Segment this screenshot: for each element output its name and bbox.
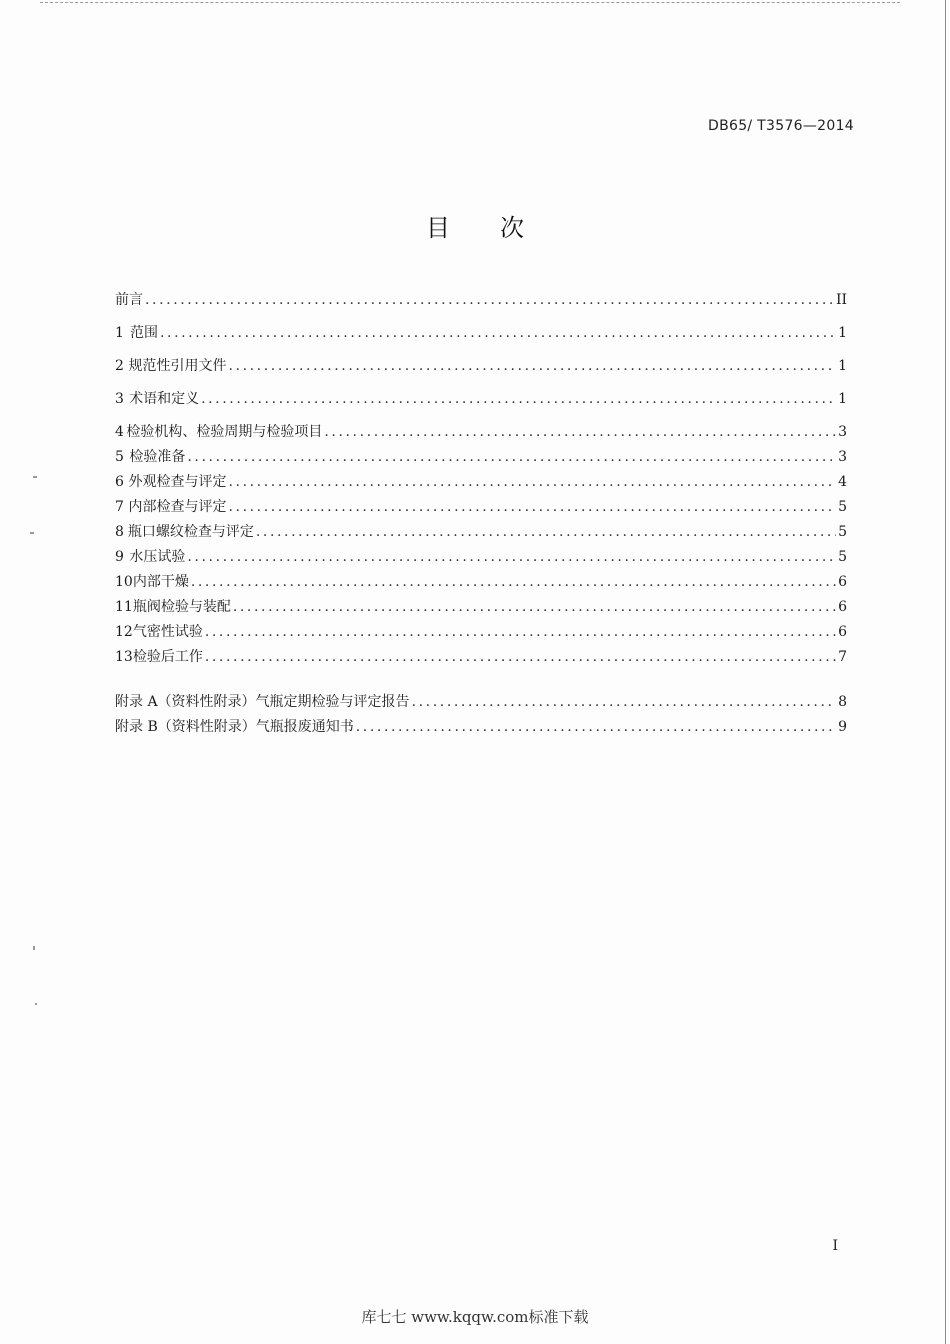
scan-speck (30, 532, 34, 534)
toc-entry-section-5[interactable] (115, 447, 847, 472)
dot-leader (228, 497, 836, 517)
toc-entry-number: 4 (115, 424, 124, 440)
toc-entry-page: 1 (838, 391, 847, 407)
document-code: DB65/ T3576—2014 (708, 118, 854, 134)
toc-entry-label: 检验机构、检验周期与检验项目 (126, 424, 323, 440)
toc-entry-foreword[interactable] (115, 290, 847, 315)
toc-title: 目次 (426, 214, 574, 242)
dot-leader (201, 389, 836, 409)
toc-entry-number: 5 (115, 449, 124, 465)
toc-entry-section-10[interactable] (115, 572, 847, 597)
toc-entry-page: 6 (838, 624, 847, 640)
scan-edge-line (945, 0, 946, 1344)
toc-entry-number: 8 (115, 524, 124, 540)
toc-entry-number: 10 (115, 574, 133, 590)
toc-entry-section-4[interactable] (115, 422, 847, 447)
toc-entry-label: 瓶阀检验与装配 (132, 599, 231, 615)
dot-leader (205, 647, 836, 667)
toc-entry-page: 6 (838, 574, 847, 590)
toc-entry-number: 9 (115, 549, 124, 565)
toc-entry-label: 检验后工作 (132, 649, 203, 665)
toc-entry-section-13[interactable] (115, 647, 847, 672)
dot-leader (256, 522, 836, 542)
toc-entry-page: 9 (838, 719, 847, 735)
toc-entry-page: 4 (838, 474, 847, 490)
dot-leader (145, 290, 834, 310)
toc-entry-section-6[interactable] (115, 472, 847, 497)
toc-entry-scope[interactable] (115, 323, 847, 348)
toc-entry-label: 水压试验 (129, 549, 186, 565)
toc-entry-page: 3 (838, 424, 847, 440)
toc-entry-label: 瓶口螺纹检查与评定 (127, 524, 254, 540)
dot-leader (160, 323, 836, 343)
toc-entry-label: 内部检查与评定 (128, 499, 227, 515)
dot-leader (233, 597, 836, 617)
toc-entry-number: 11 (115, 599, 133, 615)
toc-entry-label: 规范性引用文件 (128, 358, 227, 374)
dot-leader (187, 447, 836, 467)
toc-entry-section-11[interactable] (115, 597, 847, 622)
toc-entry-label: 内部干燥 (132, 574, 189, 590)
page-number: I (832, 1238, 838, 1254)
toc-entry-label: 术语和定义 (129, 391, 200, 407)
toc-entry-number: 1 (115, 325, 124, 341)
toc-entry-number: 2 (115, 358, 124, 374)
toc-entry-terms[interactable] (115, 389, 847, 414)
toc-entry-label: 附录 B（资料性附录）气瓶报废通知书 (115, 719, 354, 735)
dot-leader (324, 422, 836, 442)
toc-entry-appendix-b[interactable] (115, 717, 847, 742)
toc-entry-page: 1 (838, 358, 847, 374)
toc-entry-section-8[interactable] (115, 522, 847, 547)
dot-leader (228, 356, 836, 376)
dot-leader (191, 572, 836, 592)
toc-entry-page: 5 (838, 549, 847, 565)
scan-speck (33, 476, 37, 478)
toc-entry-section-7[interactable] (115, 497, 847, 522)
dot-leader (228, 472, 836, 492)
toc-entry-number: 3 (115, 391, 124, 407)
toc-entry-label: 范围 (129, 325, 158, 341)
dot-leader (205, 622, 836, 642)
scan-top-edge (40, 2, 900, 4)
toc-entry-label: 检验准备 (129, 449, 186, 465)
toc-entry-number: 12 (115, 624, 133, 640)
toc-entry-page: 1 (838, 325, 847, 341)
toc-entry-page: 5 (838, 524, 847, 540)
toc-entry-page: 5 (838, 499, 847, 515)
table-of-contents (115, 290, 847, 742)
toc-entry-normative-references[interactable] (115, 356, 847, 381)
toc-entry-appendix-a[interactable] (115, 692, 847, 717)
dot-leader (412, 692, 837, 712)
toc-entry-number: 7 (115, 499, 124, 515)
toc-entry-section-9[interactable] (115, 547, 847, 572)
toc-entry-label: 附录 A（资料性附录）气瓶定期检验与评定报告 (115, 694, 410, 710)
toc-entry-number: 13 (115, 649, 133, 665)
toc-entry-label: 前言 (115, 292, 143, 308)
toc-entry-page: 8 (838, 694, 847, 710)
scan-speck (35, 1003, 37, 1005)
toc-entry-number: 6 (115, 474, 124, 490)
scan-speck (33, 946, 35, 950)
dot-leader (356, 717, 836, 737)
dot-leader (187, 547, 836, 567)
toc-entry-page: 7 (838, 649, 847, 665)
toc-entry-page: 3 (838, 449, 847, 465)
toc-entry-page: 6 (838, 599, 847, 615)
toc-entry-label: 气密性试验 (132, 624, 203, 640)
watermark-footer: 库七七 www.kqqw.com标准下载 (361, 1308, 589, 1326)
toc-entry-page: II (835, 292, 847, 308)
toc-entry-section-12[interactable] (115, 622, 847, 647)
toc-entry-label: 外观检查与评定 (128, 474, 227, 490)
